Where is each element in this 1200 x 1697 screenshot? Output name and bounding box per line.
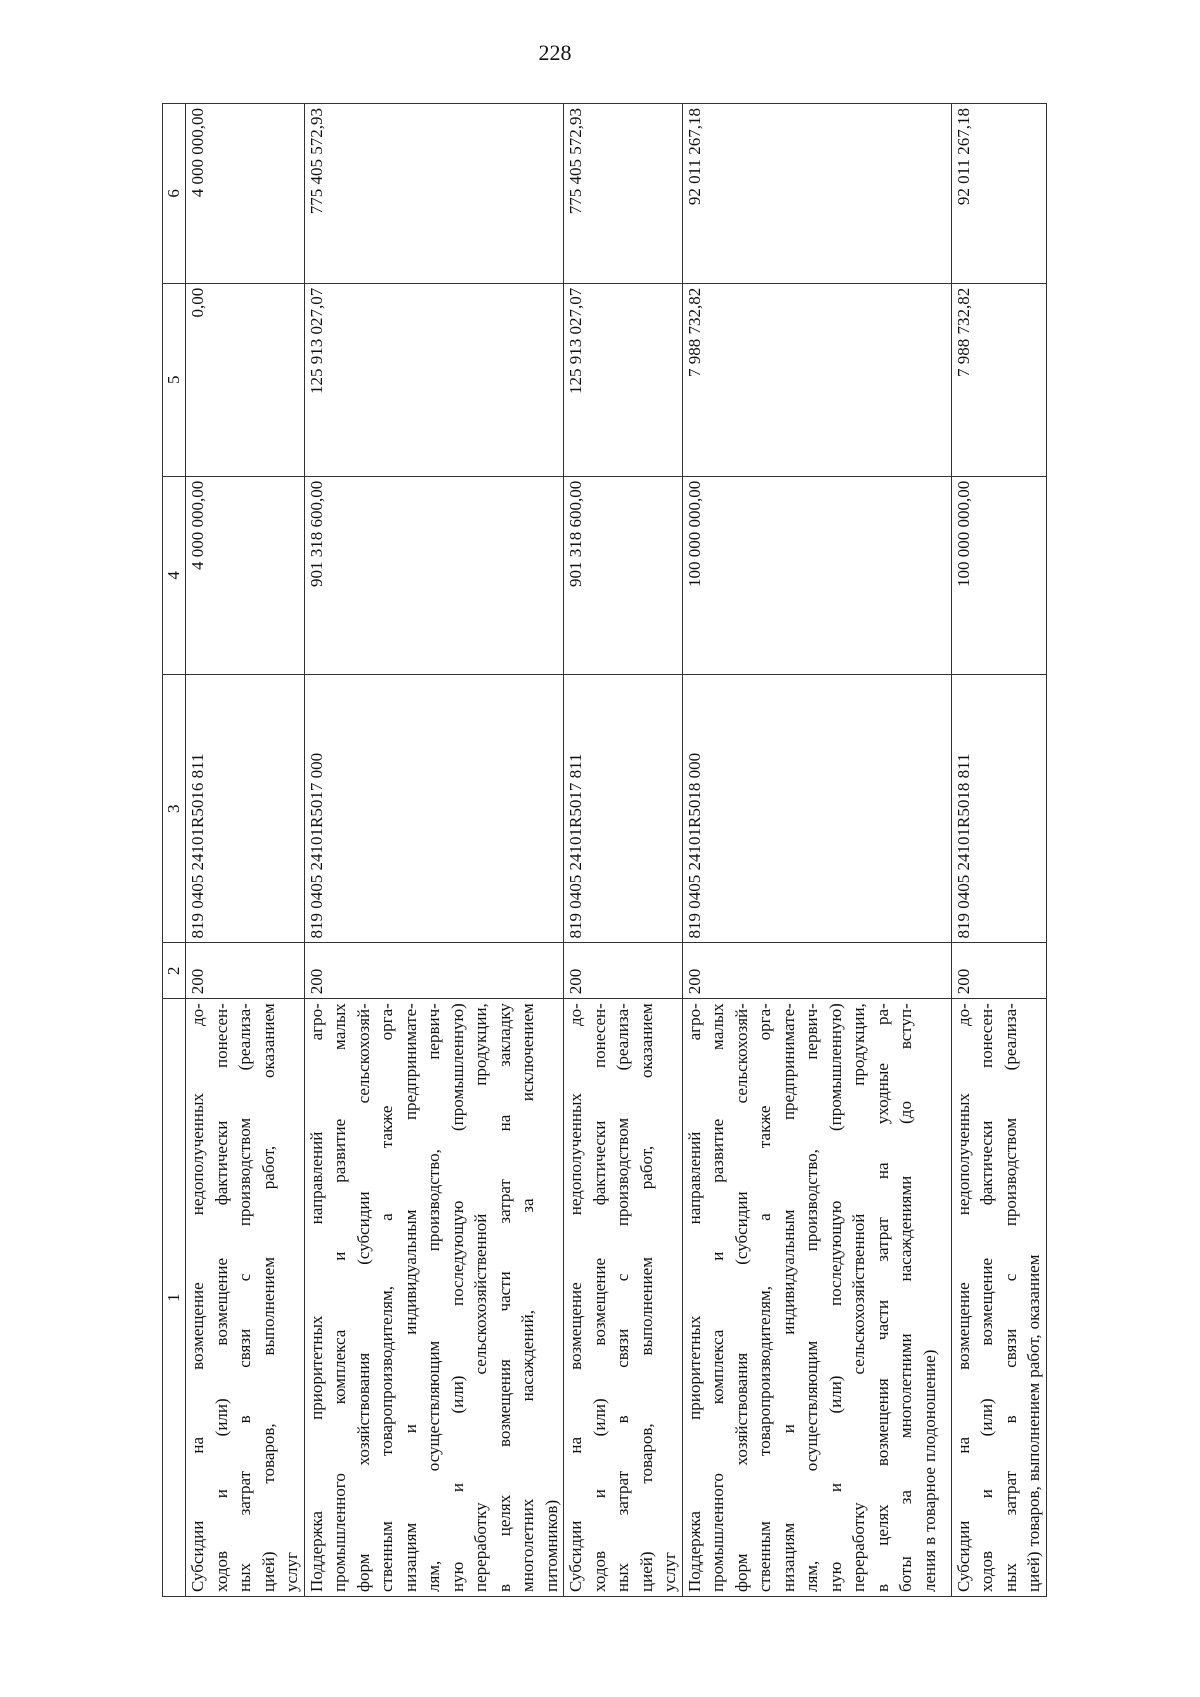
description-line: Субсидии на возмещение недополученных до- [566, 1003, 585, 1592]
page-number: 228 [538, 40, 572, 65]
description-line: ных затрат в связи с производством (реализа- [1000, 1003, 1020, 1592]
table-row [951, 104, 1046, 1597]
classification-code-cell: 819 0405 24101R5017 000 [304, 675, 564, 943]
description-line: многолетних насаждений, за исключением [518, 1003, 537, 1592]
description-line: переработку сельскохозяйственной продукции, [471, 1003, 490, 1592]
description-line: Субсидии на возмещение недополученных до- [953, 1003, 973, 1592]
amount-cell: 4 000 000,00 [186, 476, 305, 674]
amount-cell: 0,00 [186, 283, 305, 476]
code-cell: 200 [951, 943, 1046, 999]
description-cell [682, 999, 951, 1597]
description-line: промышленного комплекса и развитие малых [330, 1003, 349, 1592]
description-line: Поддержка приоритетных направлений агро- [306, 1003, 326, 1592]
description-line: ных затрат в связи с производством (реализа- [235, 1003, 254, 1592]
description-line: Субсидии на возмещение недополученных до- [188, 1003, 207, 1592]
code-cell: 200 [564, 943, 683, 999]
description-line: низациям и индивидуальным предпринимате- [778, 1003, 798, 1592]
description-line: услуг [660, 1551, 679, 1592]
budget-table [162, 103, 1047, 1597]
description-line: цией) товаров, выполнением работ, оказанием [258, 1003, 278, 1592]
table-row [682, 104, 951, 1597]
table-row [304, 104, 564, 1597]
description-line: переработку сельскохозяйственной продукции, [849, 1003, 868, 1592]
description-line: ную и (или) последующую (промышленную) [447, 1003, 467, 1592]
code-cell: 200 [682, 943, 951, 999]
description-line: ходов и (или) возмещение фактически понесен- [589, 1003, 609, 1592]
description-line: Поддержка приоритетных направлений агро- [684, 1003, 704, 1592]
description-line: промышленного комплекса и развитие малых [708, 1003, 727, 1592]
classification-code-cell: 819 0405 24101R5017 811 [564, 675, 683, 943]
amount-cell: 901 318 600,00 [304, 476, 564, 674]
amount-cell: 7 988 732,82 [951, 283, 1046, 476]
amount-cell: 125 913 027,07 [564, 283, 683, 476]
amount-cell: 775 405 572,93 [564, 104, 683, 284]
amount-cell: 92 011 267,18 [682, 104, 951, 284]
description-line: ственным товаропроизводителям, а также орга- [377, 1003, 396, 1592]
amount-cell: 901 318 600,00 [564, 476, 683, 674]
column-header: 2 [163, 943, 186, 999]
column-header: 6 [163, 104, 186, 284]
code-cell: 200 [304, 943, 564, 999]
description-line: форм хозяйствования (субсидии сельскохозяй- [353, 1003, 373, 1592]
classification-code-cell: 819 0405 24101R5016 811 [186, 675, 305, 943]
description-line: в целях возмещения части затрат на уходные ра- [872, 1003, 892, 1592]
amount-cell: 775 405 572,93 [304, 104, 564, 284]
amount-cell: 100 000 000,00 [682, 476, 951, 674]
amount-cell: 92 011 267,18 [951, 104, 1046, 284]
description-line: цией) товаров, выполнением работ, оказанием [636, 1003, 656, 1592]
description-cell [186, 999, 305, 1597]
description-line: лям, осуществляющим производство, первич- [424, 1003, 443, 1592]
description-cell [304, 999, 564, 1597]
description-line: цией) товаров, выполнением работ, оказанием [1024, 1254, 1043, 1592]
description-line: услуг [282, 1551, 301, 1592]
description-cell [951, 999, 1046, 1597]
description-line: ления в товарное плодоношение) [919, 1349, 939, 1592]
description-line: лям, осуществляющим производство, первич- [802, 1003, 821, 1592]
column-header: 4 [163, 476, 186, 674]
description-line: в целях возмещения части затрат на закладку [494, 1003, 514, 1592]
code-cell: 200 [186, 943, 305, 999]
description-line: форм хозяйствования (субсидии сельскохозяй- [731, 1003, 751, 1592]
table-row [564, 104, 683, 1597]
description-cell [564, 999, 683, 1597]
description-line: ных затрат в связи с производством (реализа- [613, 1003, 632, 1592]
amount-cell: 7 988 732,82 [682, 283, 951, 476]
column-header: 1 [163, 999, 186, 1597]
classification-code-cell: 819 0405 24101R5018 000 [682, 675, 951, 943]
description-line: ходов и (или) возмещение фактически понесен- [977, 1003, 996, 1592]
description-line: питомников) [541, 1499, 561, 1592]
column-header: 5 [163, 283, 186, 476]
description-line: боты за многолетними насаждениями (до вступ- [896, 1003, 915, 1592]
classification-code-cell: 819 0405 24101R5018 811 [951, 675, 1046, 943]
amount-cell: 100 000 000,00 [951, 476, 1046, 674]
amount-cell: 4 000 000,00 [186, 104, 305, 284]
table-header-row [163, 104, 186, 1597]
description-line: ходов и (или) возмещение фактически понесен- [211, 1003, 231, 1592]
rotated-table-container [162, 103, 1043, 1597]
amount-cell: 125 913 027,07 [304, 283, 564, 476]
description-line: низациям и индивидуальным предпринимате- [400, 1003, 420, 1592]
description-line: ную и (или) последующую (промышленную) [825, 1003, 845, 1592]
description-line: ственным товаропроизводителям, а также орга- [755, 1003, 774, 1592]
column-header: 3 [163, 675, 186, 943]
table-row [186, 104, 305, 1597]
